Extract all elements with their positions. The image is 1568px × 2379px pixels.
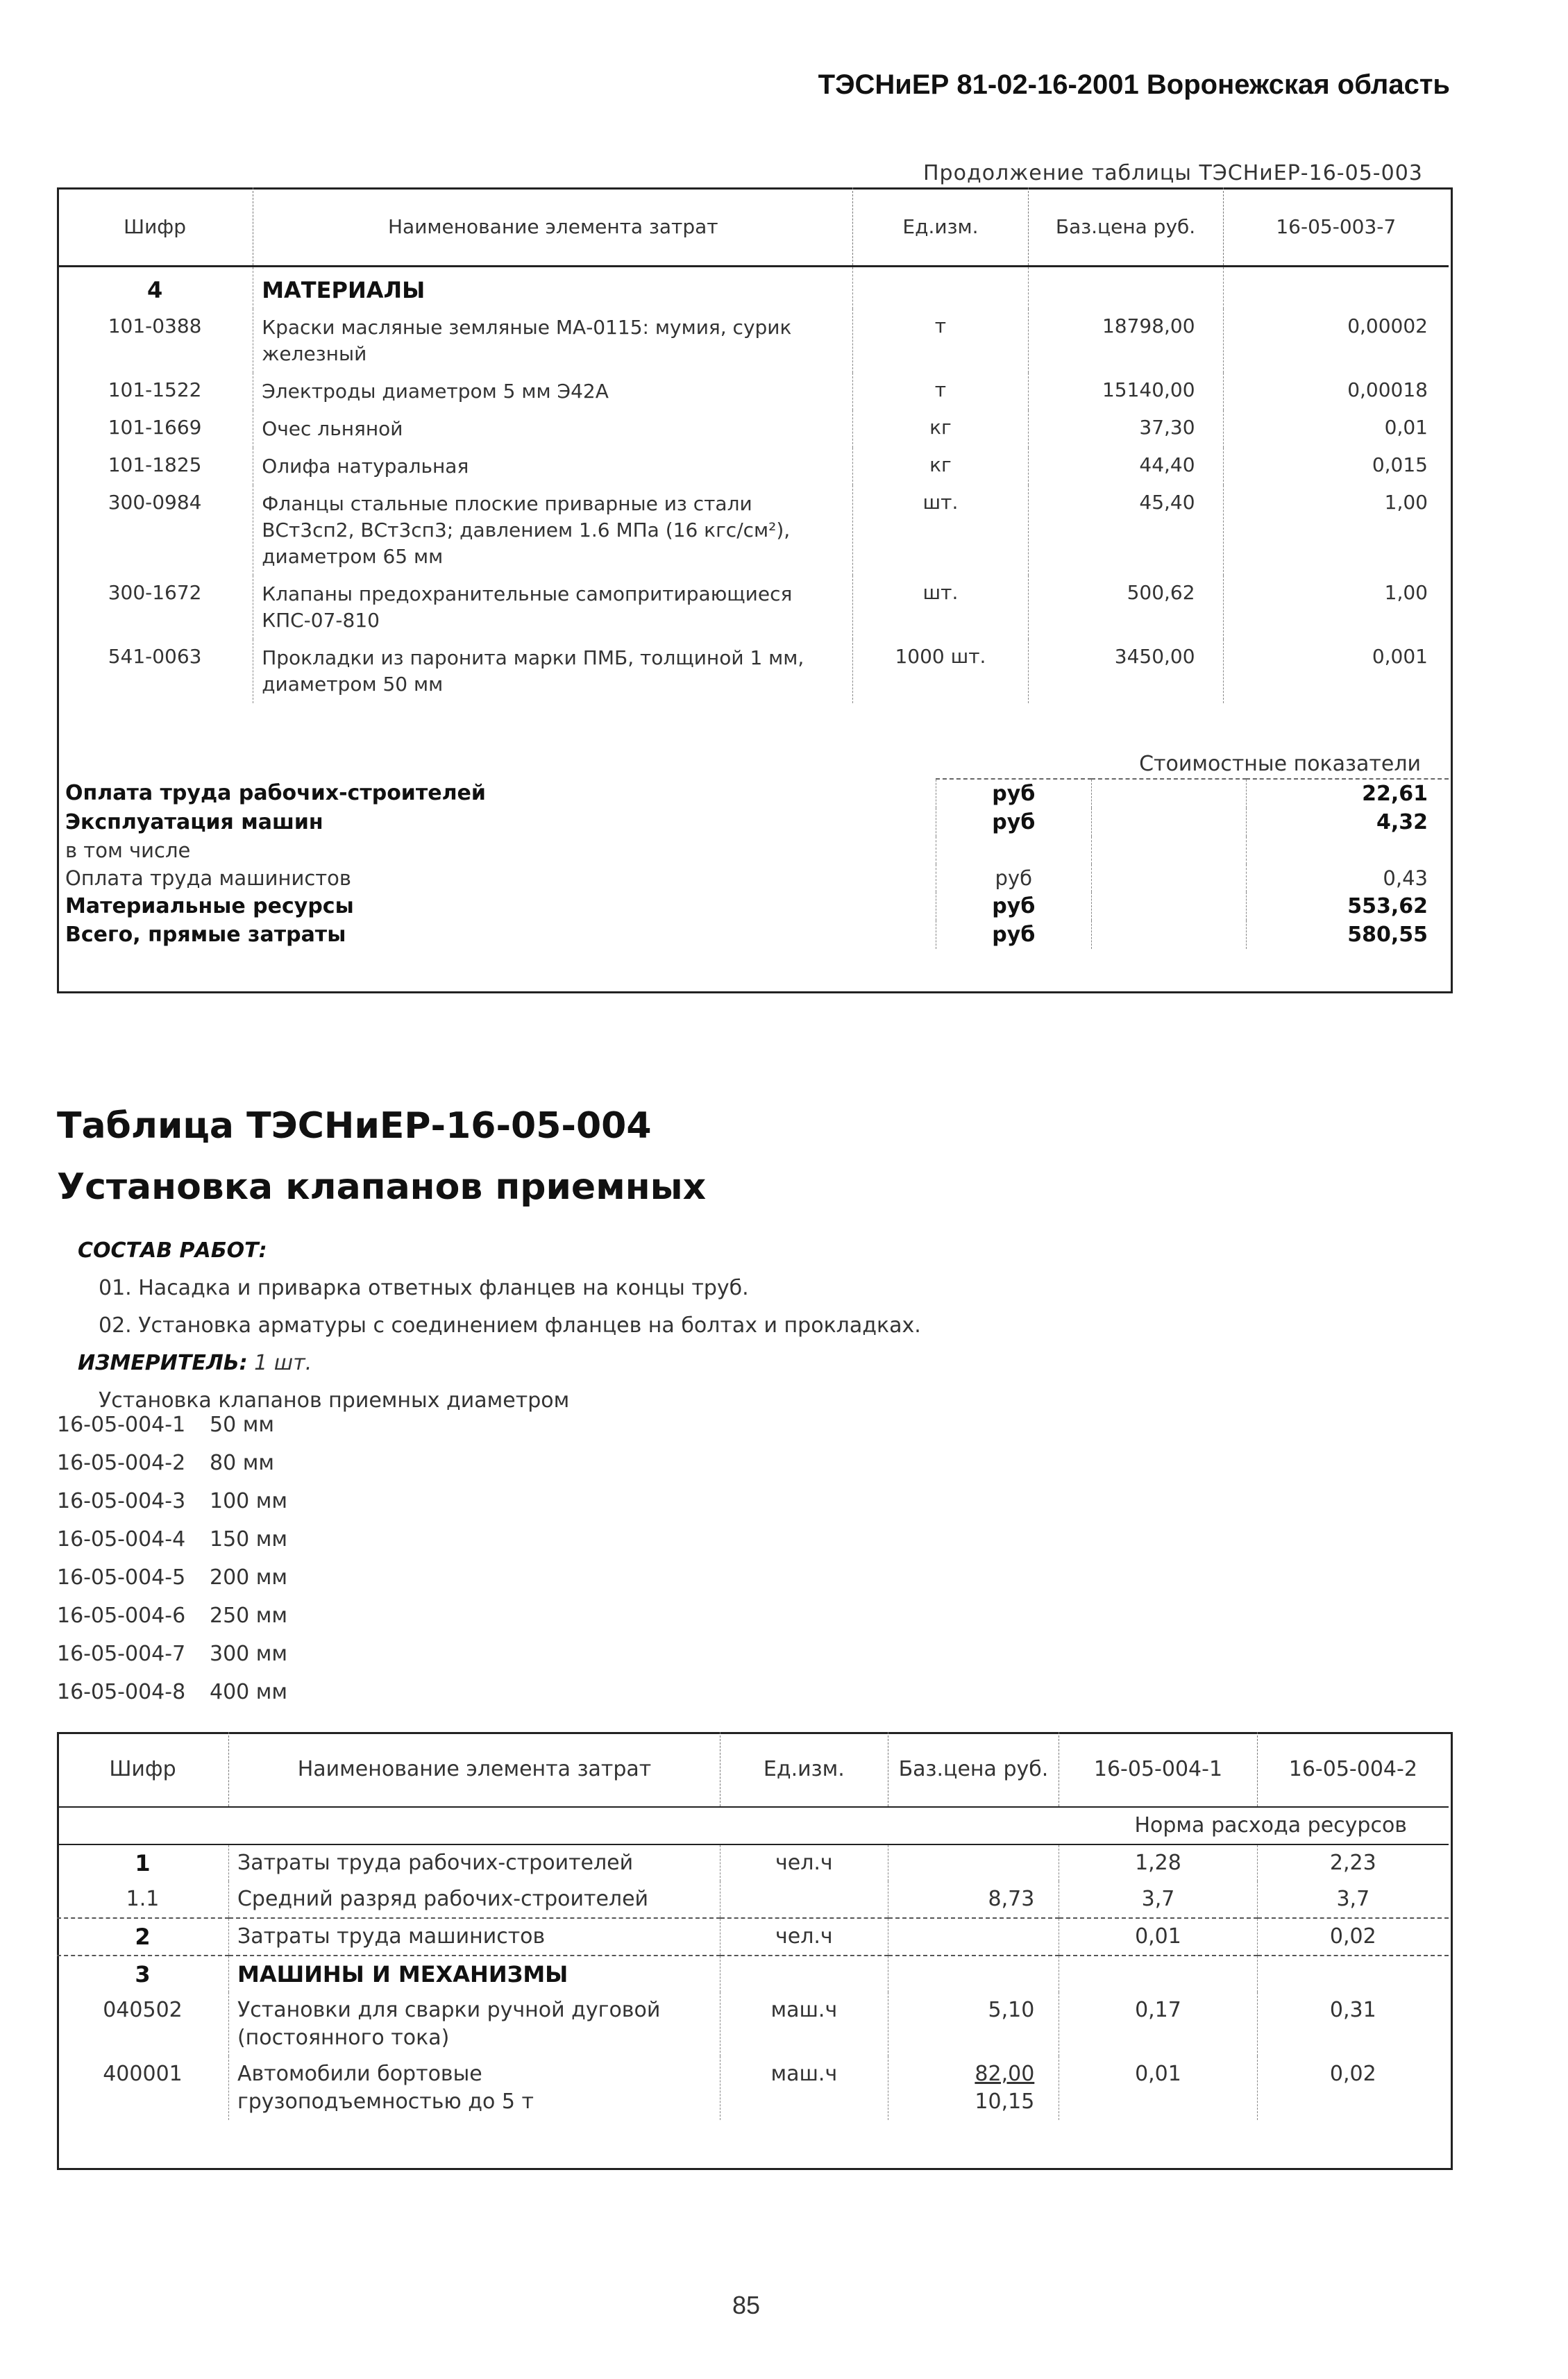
row-unit: [720, 1881, 888, 1918]
row-value-2: 0,02: [1257, 1918, 1449, 1956]
row-name: Средний разряд рабочих-строителей: [228, 1881, 720, 1918]
row-name: Затраты труда рабочих-строителей: [228, 1844, 720, 1881]
row-price-main: 82,00: [975, 2062, 1035, 2086]
row-value: 1,00: [1384, 491, 1428, 514]
code: 16-05-004-1: [57, 1413, 186, 1437]
col-unit-header: Ед.изм.: [853, 187, 1028, 267]
row-name: Прокладки из паронита марки ПМБ, толщиной 1 мм, диаметром 50 мм: [253, 639, 853, 703]
work-composition-label: СОСТАВ РАБОТ:: [78, 1238, 267, 1263]
list-item: [57, 1558, 287, 1597]
table-row: [57, 410, 1449, 448]
row-name: Установки для сварки ручной дуговой (постоянного тока): [228, 1992, 720, 2056]
col-price-header: Баз.цена руб.: [1028, 187, 1223, 267]
row-unit: чел.ч: [720, 1918, 888, 1956]
row-price: [888, 1844, 1059, 1881]
cost-unit: руб: [936, 892, 1091, 921]
page-header: ТЭСНиЕР 81-02-16-2001 Воронежская область: [818, 69, 1450, 100]
row-unit: т: [853, 309, 1028, 373]
code: 16-05-004-2: [57, 1451, 186, 1475]
section-name: МАШИНЫ И МЕХАНИЗМЫ: [228, 1956, 720, 1992]
code: 16-05-004-8: [57, 1680, 186, 1704]
section-row: [57, 1956, 1449, 1992]
cost-row: [57, 892, 1449, 921]
row-price: 15140,00: [1028, 373, 1223, 410]
col-name-header: Наименование элемента затрат: [253, 187, 853, 267]
list-item: [57, 1406, 287, 1444]
row-value: 0,01: [1384, 416, 1428, 439]
code-text: 250 мм: [210, 1604, 288, 1628]
cost-row: [57, 837, 1449, 864]
row-code: 1: [57, 1844, 228, 1881]
cost-value: 553,62: [1347, 894, 1428, 918]
row-value-1: 0,01: [1059, 2056, 1257, 2120]
work-description: [78, 1232, 921, 1420]
row-code: 300-1672: [57, 575, 253, 639]
resources-table: [57, 1732, 1449, 2120]
code-text: 200 мм: [210, 1565, 288, 1590]
row-value: 1,00: [1384, 581, 1428, 604]
cost-value: 0,43: [1383, 866, 1428, 890]
materials-table: [57, 187, 1449, 703]
row-unit: 1000 шт.: [853, 639, 1028, 703]
row-code: 2: [57, 1918, 228, 1956]
cost-value: 22,61: [1362, 782, 1428, 806]
cost-label: Оплата труда рабочих-строителей: [57, 779, 936, 808]
cost-header-row: [57, 750, 1449, 779]
list-item: [57, 1520, 287, 1558]
col-price-header: Баз.цена руб.: [888, 1732, 1059, 1807]
list-item: [57, 1597, 287, 1635]
code-list: [57, 1406, 287, 1711]
row-price: 45,40: [1028, 485, 1223, 575]
cost-row: [57, 779, 1449, 808]
row-value-1: 0,01: [1059, 1918, 1257, 1956]
table-row: [57, 309, 1449, 373]
section-code: 3: [57, 1956, 228, 1992]
row-value-2: 2,23: [1329, 1851, 1376, 1875]
row-name: Затраты труда машинистов: [228, 1918, 720, 1956]
row-unit: кг: [853, 448, 1028, 485]
table-row: [57, 485, 1449, 575]
row-code: 541-0063: [57, 639, 253, 703]
row-price: 500,62: [1028, 575, 1223, 639]
code-text: 400 мм: [210, 1680, 288, 1704]
cost-unit: руб: [936, 808, 1091, 837]
row-code: 101-1522: [57, 373, 253, 410]
row-price: [888, 2056, 1059, 2120]
table-row: [57, 1844, 1449, 1881]
section-row: [57, 267, 1449, 310]
cost-row: [57, 921, 1449, 949]
table-row: [57, 373, 1449, 410]
code: 16-05-004-6: [57, 1604, 186, 1628]
table-row: [57, 448, 1449, 485]
cost-label: Всего, прямые затраты: [57, 921, 936, 949]
row-price: [888, 1918, 1059, 1956]
code-text: 50 мм: [210, 1413, 274, 1437]
cost-unit: руб: [936, 779, 1091, 808]
code-text: 80 мм: [210, 1451, 274, 1475]
cost-value: 580,55: [1347, 923, 1428, 947]
row-value-2: 0,02: [1329, 2062, 1376, 2086]
row-price: 8,73: [888, 1881, 1059, 1918]
table-row: [57, 1881, 1449, 1918]
code: 16-05-004-3: [57, 1489, 186, 1513]
row-price: 3450,00: [1028, 639, 1223, 703]
row-value-1: 0,17: [1059, 1992, 1257, 2056]
row-code: 101-1669: [57, 410, 253, 448]
row-price: 37,30: [1028, 410, 1223, 448]
row-value: 0,001: [1372, 645, 1428, 668]
meter-value: 1 шт.: [254, 1351, 312, 1375]
list-item: [57, 1444, 287, 1482]
work-item: 01. Насадка и приварка ответных фланцев на концы труб.: [99, 1276, 749, 1300]
row-unit: маш.ч: [720, 2056, 888, 2120]
cost-row: [57, 864, 1449, 892]
col-code-header: Шифр: [57, 187, 253, 267]
cost-row: [57, 808, 1449, 837]
table-subtitle: Установка клапанов приемных: [57, 1166, 707, 1208]
row-price: 5,10: [888, 1992, 1059, 2056]
row-name: Очес льняной: [253, 410, 853, 448]
row-code: 300-0984: [57, 485, 253, 575]
row-unit: т: [853, 373, 1028, 410]
row-unit: чел.ч: [720, 1844, 888, 1881]
row-value: 0,00002: [1347, 314, 1428, 337]
cost-value: 4,32: [1376, 810, 1428, 834]
col-name-header: Наименование элемента затрат: [228, 1732, 720, 1807]
col-unit-header: Ед.изм.: [720, 1732, 888, 1807]
meter-line: [78, 1345, 921, 1382]
col-v2-header: 16-05-004-2: [1257, 1732, 1449, 1807]
cost-unit: руб: [936, 864, 1091, 892]
code-text: 150 мм: [210, 1527, 288, 1552]
col-value-header: 16-05-003-7: [1223, 187, 1449, 267]
row-name: Автомобили бортовые грузоподъемностью до 5 т: [228, 2056, 720, 2120]
row-unit: кг: [853, 410, 1028, 448]
table-row: [57, 2056, 1449, 2120]
cost-summary-table: [57, 750, 1449, 949]
page-number: 85: [732, 2291, 761, 2319]
list-item: [57, 1482, 287, 1520]
norm-header: Норма расхода ресурсов: [1059, 1807, 1449, 1844]
code: 16-05-004-7: [57, 1642, 186, 1666]
code: 16-05-004-4: [57, 1527, 186, 1552]
cost-label: Оплата труда машинистов: [57, 864, 936, 892]
table-header-row: [57, 187, 1449, 267]
row-name: Электроды диаметром 5 мм Э42А: [253, 373, 853, 410]
section-name: МАТЕРИАЛЫ: [253, 267, 853, 310]
row-code: 040502: [57, 1992, 228, 2056]
cost-header: Стоимостные показатели: [936, 750, 1449, 779]
code-text: 300 мм: [210, 1642, 288, 1666]
row-value: 0,00018: [1347, 378, 1428, 401]
row-value: 0,015: [1372, 453, 1428, 476]
table-title: Таблица ТЭСНиЕР-16-05-004: [57, 1105, 652, 1147]
row-name: Краски масляные земляные МА-0115: мумия, сурик железный: [253, 309, 853, 373]
row-code: 101-0388: [57, 309, 253, 373]
row-value-1: 1,28: [1059, 1844, 1257, 1881]
table-header-row: [57, 1732, 1449, 1807]
row-value-2: 0,31: [1329, 1998, 1376, 2022]
row-unit: шт.: [853, 485, 1028, 575]
row-price: 18798,00: [1028, 309, 1223, 373]
row-name: Клапаны предохранительные самопритирающиеся КПС-07-810: [253, 575, 853, 639]
row-name: Олифа натуральная: [253, 448, 853, 485]
row-code: 1.1: [57, 1881, 228, 1918]
code-text: 100 мм: [210, 1489, 288, 1513]
cost-label: в том числе: [57, 837, 936, 864]
cost-label: Материальные ресурсы: [57, 892, 936, 921]
table-row: [57, 1918, 1449, 1956]
cost-unit: руб: [936, 921, 1091, 949]
norm-header-row: [57, 1807, 1449, 1844]
row-unit: маш.ч: [720, 1992, 888, 2056]
table-continuation-caption: Продолжение таблицы ТЭСНиЕР-16-05-003: [923, 161, 1423, 185]
section-code: 4: [57, 267, 253, 310]
row-value-1: 3,7: [1059, 1881, 1257, 1918]
row-name: Фланцы стальные плоские приварные из стали ВСт3сп2, ВСт3сп3; давлением 1.6 МПа (16 кгс/см²), диаметром 65 мм: [253, 485, 853, 575]
row-value-2: 3,7: [1257, 1881, 1449, 1918]
list-item: [57, 1673, 287, 1711]
row-code: 400001: [57, 2056, 228, 2120]
cost-label: Эксплуатация машин: [57, 808, 936, 837]
table-row: [57, 575, 1449, 639]
intro-text: Установка клапанов приемных диаметром: [99, 1388, 570, 1413]
row-price: 44,40: [1028, 448, 1223, 485]
row-price-secondary: 10,15: [975, 2090, 1035, 2114]
row-code: 101-1825: [57, 448, 253, 485]
work-item: 02. Установка арматуры с соединением фланцев на болтах и прокладках.: [99, 1313, 921, 1338]
list-item: [57, 1635, 287, 1673]
meter-label: ИЗМЕРИТЕЛЬ:: [78, 1351, 248, 1375]
col-v1-header: 16-05-004-1: [1059, 1732, 1257, 1807]
col-code-header: Шифр: [57, 1732, 228, 1807]
table-row: [57, 639, 1449, 703]
row-unit: шт.: [853, 575, 1028, 639]
table-row: [57, 1992, 1449, 2056]
code: 16-05-004-5: [57, 1565, 186, 1590]
